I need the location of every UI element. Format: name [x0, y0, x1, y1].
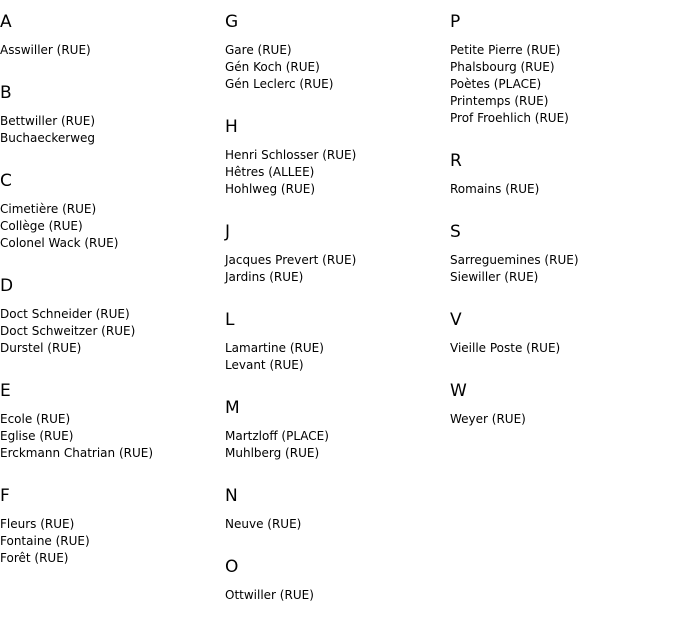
street-list [0, 401, 220, 474]
letter-group [450, 0, 670, 139]
street-link[interactable]: Colonel Wack (RUE) [0, 236, 119, 250]
street-list [225, 137, 445, 210]
letter-heading: E [0, 381, 11, 401]
letter-group [225, 386, 445, 474]
letter-heading: J [225, 222, 231, 242]
letter-group [0, 71, 220, 159]
letter-group [0, 264, 220, 369]
letter-group [0, 369, 220, 474]
letter-heading: M [225, 398, 240, 418]
letter-group [225, 545, 445, 616]
letter-group [225, 298, 445, 386]
street-list [0, 32, 220, 71]
street-list [450, 330, 670, 369]
street-index-column-1 [0, 0, 220, 579]
street-link[interactable]: Eglise (RUE) [0, 429, 74, 443]
street-link[interactable]: Siewiller (RUE) [450, 270, 539, 284]
letter-group [450, 298, 670, 369]
street-link[interactable]: Gén Koch (RUE) [225, 60, 320, 74]
street-link[interactable]: Martzloff (PLACE) [225, 429, 329, 443]
street-link[interactable]: Henri Schlosser (RUE) [225, 148, 357, 162]
street-link[interactable]: Jacques Prevert (RUE) [225, 253, 357, 267]
street-link[interactable]: Jardins (RUE) [225, 270, 304, 284]
street-list [225, 330, 445, 386]
street-list [450, 32, 670, 139]
street-link[interactable]: Ecole (RUE) [0, 412, 71, 426]
street-link[interactable]: Asswiller (RUE) [0, 43, 91, 57]
letter-group [450, 139, 670, 210]
street-list [225, 506, 445, 545]
letter-heading: P [450, 12, 461, 32]
letter-heading: F [0, 486, 10, 506]
letter-heading: H [225, 117, 238, 137]
street-link[interactable]: Doct Schneider (RUE) [0, 307, 130, 321]
street-list [225, 32, 445, 105]
letter-group [450, 210, 670, 298]
street-link[interactable]: Collège (RUE) [0, 219, 83, 233]
letter-heading: L [225, 310, 235, 330]
street-list [450, 401, 670, 440]
letter-heading: N [225, 486, 238, 506]
letter-group [0, 474, 220, 579]
street-index-column-3 [450, 0, 670, 440]
letter-heading: A [0, 12, 12, 32]
street-link[interactable]: Gén Leclerc (RUE) [225, 77, 334, 91]
street-list [0, 191, 220, 264]
street-list [450, 242, 670, 298]
street-link[interactable]: Doct Schweitzer (RUE) [0, 324, 136, 338]
street-link[interactable]: Ottwiller (RUE) [225, 588, 314, 602]
street-list [0, 103, 220, 159]
street-link[interactable]: Petite Pierre (RUE) [450, 43, 561, 57]
letter-group [0, 159, 220, 264]
street-link[interactable]: Muhlberg (RUE) [225, 446, 320, 460]
letter-heading: G [225, 12, 239, 32]
street-link[interactable]: Cimetière (RUE) [0, 202, 97, 216]
letter-group [225, 105, 445, 210]
street-list [0, 296, 220, 369]
letter-group [0, 0, 220, 71]
street-list [225, 242, 445, 298]
street-link[interactable]: Poètes (PLACE) [450, 77, 542, 91]
letter-heading: D [0, 276, 14, 296]
letter-heading: R [450, 151, 462, 171]
street-link[interactable]: Buchaeckerweg [0, 131, 96, 145]
street-list [225, 418, 445, 474]
street-index-column-2 [225, 0, 445, 616]
street-list [225, 577, 445, 616]
street-link[interactable]: Prof Froehlich (RUE) [450, 111, 569, 125]
street-link[interactable]: Hohlweg (RUE) [225, 182, 315, 196]
street-link[interactable]: Sarreguemines (RUE) [450, 253, 579, 267]
street-link[interactable]: Fontaine (RUE) [0, 534, 90, 548]
letter-heading: B [0, 83, 12, 103]
letter-group [450, 369, 670, 440]
street-list [450, 171, 670, 210]
street-link[interactable]: Erckmann Chatrian (RUE) [0, 446, 154, 460]
street-link[interactable]: Vieille Poste (RUE) [450, 341, 561, 355]
street-link[interactable]: Durstel (RUE) [0, 341, 82, 355]
street-link[interactable]: Forêt (RUE) [0, 551, 69, 565]
street-link[interactable]: Weyer (RUE) [450, 412, 526, 426]
street-link[interactable]: Hêtres (ALLEE) [225, 165, 315, 179]
street-link[interactable]: Lamartine (RUE) [225, 341, 324, 355]
street-link[interactable]: Printemps (RUE) [450, 94, 549, 108]
letter-heading: V [450, 310, 462, 330]
street-link[interactable]: Levant (RUE) [225, 358, 304, 372]
letter-group [225, 0, 445, 105]
street-link[interactable]: Fleurs (RUE) [0, 517, 75, 531]
street-link[interactable]: Romains (RUE) [450, 182, 540, 196]
letter-group [225, 474, 445, 545]
street-link[interactable]: Gare (RUE) [225, 43, 292, 57]
street-list [0, 506, 220, 579]
letter-heading: S [450, 222, 461, 242]
letter-heading: W [450, 381, 467, 401]
street-link[interactable]: Bettwiller (RUE) [0, 114, 96, 128]
street-link[interactable]: Neuve (RUE) [225, 517, 302, 531]
letter-group [225, 210, 445, 298]
letter-heading: C [0, 171, 12, 191]
street-link[interactable]: Phalsbourg (RUE) [450, 60, 555, 74]
letter-heading: O [225, 557, 239, 577]
